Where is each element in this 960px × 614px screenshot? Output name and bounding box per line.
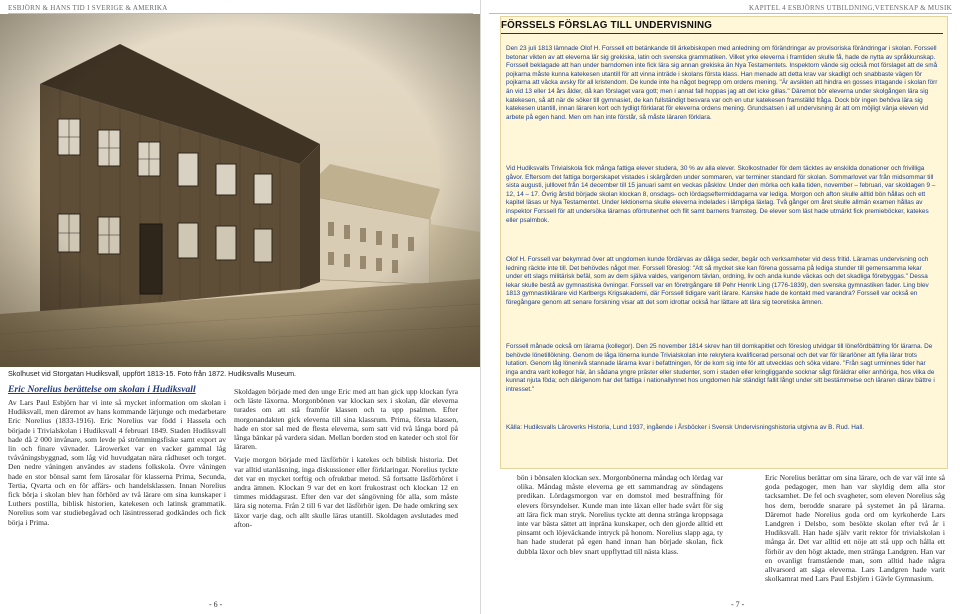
right-column-1 xyxy=(517,473,723,560)
page-number-left: - 6 - xyxy=(209,600,223,609)
right-column-2 xyxy=(765,473,945,587)
photo-illustration xyxy=(0,14,480,367)
left-col1-para: Av Lars Paul Esbjörn har vi inte så mycket information om skolan i Hudiksvall, men däremot av hans kommande lärjunge och medarbetare Eric Norelius (1833-1916). Eric Norelius var född i Hassela och började i Trivialskolan i Hudiksvall 4 februari 1849. Staden Hudiksvall hade då 2 000 invånare, som levde på strömmingsfiske samt export av lin och finare vävnader. Lärowerket var en vacker gammal låg tvåvåningsbyggnad, som låg vid huvudgatan nära rådhuset och torget. Den nedre våningen användes av stadens folkskola. Övre våningen hade en stor bönsal samt fem lärosalar för klasserna Prima, Secunda, Tertia, Qvarta och en för affärs- och handelsklassen. Innan Norelius fick börja i skolan blev han förhörd av två lärare om sina kunskaper i Luthers postilla, biblisk historien, katekesen och latinsk grammatik. Norelius som var studiebegåvad och läsintresserad godkändes och fick börja i Prima. xyxy=(8,398,226,527)
box-paragraph-3 xyxy=(506,256,938,314)
photo-caption: Skolhuset vid Storgatan Hudiksvall, uppfört 1813-15. Foto från 1872. Hudiksvalls Museum. xyxy=(8,369,297,378)
running-head-rule xyxy=(489,13,952,14)
box-source xyxy=(506,424,938,439)
left-col2-para-2: Varje morgon började med läxförhör i katekes och biblisk historia. Det var alltid utanläsning, inga diskussioner eller förklaringar. Norelius tyckte det var en mycket torftig och ofruktbar metod. Så fortsatte läsförhöret i andra ämnen. Klockan 9 var det en kort frukostrast och klockan 12 en timmes middagsrast. Efter den var det sångövning för alla, som måste lära sig noterna. Från 2 till 6 var det läsförhör igen. De hade omkring sex läxor varje dag, och allt skulle läras utantill. Skoldagen avslutades med afton- xyxy=(234,455,458,529)
left-column-1 xyxy=(8,398,226,531)
right-col2-para: Eric Norelius berättar om sina lärare, och de var väl inte så goda pedagoger, men han var skyldig dem alla stor tacksamhet. De fel och svagheter, som eleven Norelius såg hos dem, berodde snarare på systemet än på lärarna. Däremot hade Norelius goda ord om kyrkoherde Lars Landgren i Delsbo, som besökte skolan efter två år i Hudiksvall. Han hade själv varit rektor för trivialskolan i många år. Det var alltid ett nöje att stå upp och hålla ett förhör av den högt aktade, men stränga Landgren. Han var en ovanligt framstående man, som alltid hade några allvarsord att säga eleverna. Lars Landgren hade varit skolkamrat med Lars Paul Esbjörn i Gävle Gymnasium. xyxy=(765,473,945,584)
box-source-text: Källa: Hudiksvalls Läroverks Historia, Lund 1937, ingående i Årsböcker i Svensk Undervisningshistoria utgivna av B. Rud. Hall. xyxy=(506,424,865,431)
box-para-1-text: Den 23 juli 1813 lämnade Olof H. Forssell ett betänkande till ärkebiskopen med anledning om förändringar av provisoriska förändringar i skolan. Forssell betonar vikten av att eleverna lär sig grekiska, latin och svenska grammatiken. Vilket yrke eleverna i framtiden skulle få, hade de nytta av språkkunskap. Forssell beklagade att han under barndomen inte fick lära sig annan grekiska än Nya Testamentets. Inspektorn vände sig också mot förslaget att de små pojkarna måste kunna katekesen utantill för att vinna inträde i skolans första klass. Han menade att detta krav var skadligt och snabbaste vägen för pojkarna att väcka avsky för all kristendom. De kunde inte ha något begrepp om ordens mening. "Är avsikten att hindra en gosses intagande i skolan förr än vid 13 eller 14 års ålder, då kan förslaget vara gott; men i annat fall hoppas jag att det icke gillas." Däremot bör eleverna under skolgången lära sig katekesen, så att när de söker till gymnasiet, de kan fullständigt besvara var och en utur katekesen framställd fråga. Dock bör ingen behöva lära sig katekesen utantill, innan läraren kort och tydligt förklarat för eleverna ordens mening. Grundsatsen i all undervisning är att om möjligt vänja eleven vid arbete på egen hand. Men om han inte förstår, så måste läraren förklara. xyxy=(506,45,938,121)
box-para-4-text: Forssell månade också om lärarna (kollegor). Den 25 november 1814 skrev han till domkapitlet och föreslog utvidgar till lönefördbättring för lärarna. De behövde lönetillökning. Genom de låga lönerna kunde Trivialskolan inte rekrytera kvalificerad personal och det var för lärarlöner att fylla lärar trots lutation. Genom låg lönenivå stannade lärarna kvar i befattningen, för de kom sig inte för att utvecklas och söka vidare. "Från sagt urminnes tider har inga andra varit kollegor här, än sådana yngre präster eller studenter, som i staden eller kringliggande socknar sågt föräldrar eller anhöriga, hos vilka de kunnat njuta föda; och därigenom har det fattiga i nationallynnet hos ungdomen här ständigt fallit långt under sitt bestämmelse och läraren därav bättre i intresset." xyxy=(506,343,935,393)
box-title: FÖRSSELS FÖRSLAG TILL UNDERVISNING xyxy=(501,20,947,34)
running-head-right: KAPITEL 4 ESBJÖRNS UTBILDNING,VETENSKAP & MUSIK xyxy=(749,4,952,12)
box-para-3-text: Olof H. Forssell var bekymrad över att ungdomen kunde fördärvas av dåliga seder, begär och verksamheter vid dess fritid. Lärarnas undervisning och ledning räckte inte till. Det behövdes något mer. Forssell föreslog: "Att så mycket ske kan förena gossarna på lediga stunder till gemensamma lekar under ett slags militärisk befäl, som av dem själva valdes, varigenom tävlan, ordning, liv och anda kunde väckas och det skadliga förebyggas." Dessa lekar skulle bestå av gymnastiska övningar. Forssell var en företrgångare till Pehr Henrik Ling (1776-1839), den svenska gymnastiken fader. Ling blev 1813 gymnastiklärare vid Karlbergs Krigsakademi, där Forssell tidigare varit lärare. Kanske hade de kontakt med varandra? Forssell var också en föregångare genom att senare forskning visar att det som idrottar också har lättare att lära sig teoretiska ämnen. xyxy=(506,256,929,306)
box-paragraph-4 xyxy=(506,343,938,401)
box-paragraph-1 xyxy=(506,45,938,128)
box-para-2-text: Vid Hudiksvalls Trivialskola fick många fattiga elever studera, 30 % av alla elever. Skolkostnader för dem täcktes av enskilda donationer och frivilliga gåvor. Eftersom det fattiga borgerskapet vistades i skärgården under sommaren, var terminer standard för skolan. Sommarlovet var från midsommar till sista augusti, julllovet från 14 december till 15 januari samt en veckas påsklov. Under den mörka och kalla tiden, november – februari, var skoldagen 9 – 12, 14 – 17. Övrig årstid började skolan klockan 8, onsdags- och lördagseftermiddagarna var lediga. Morgon och afton skulle alltid bön hållas och ett kapitel läsas ur Nya Testamentet. Under lektionerna skulle eleverna indelades i lämpliga läxlag. Två gånger om året skulle allmän examen hållas av inspektor Forssell för att undersöka lärarnas oförtrutenhet och flit samt barnens framsteg. De elever som läst hade utmärkt fick premieböcker, katekes eller psalmbok. xyxy=(506,165,936,224)
right-page xyxy=(481,0,960,614)
right-col1-para: bön i bönsalen klockan sex. Morgonbönerna måndag och lördag var olika. Måndag måste eleverna ge ett sammandrag av söndagens predikan. Lördagsmorgon var en domstol med bestraffning för elevers försyndelser. Kunde man inte läxan eller hade svårt för sig att lära fick man stryk. Norelius tyckte att denna stränga kroppsaga inte var bästa sättet att inpräna kunskaper, och den gjorde alltid ett pinsamt och löjeväckande intryck på honom. Norelius slapp aga, ty han hade studerat på egen hand innan han började skolan, fick dubbla läxor och blev snart uppflyttad till nästa klass. xyxy=(517,473,723,556)
left-col2-para-1: Skoldagen började med den unge Eric med att han gick upp klockan fyra och läste läxorna. Morgonbönen var klockan sex i skolan, där eleverna turades om att stå framför klassen och ta upp psalmen. Efter morgonandakten gick eleverna till sina klassrum. Prima, första klassen, hade en stor sal med de flesta eleverna, som satt vid två långa bord på långa bänkar på vardera sidan. Mellan borden stod en kateder och stol för läraren. xyxy=(234,387,458,452)
left-column-2 xyxy=(234,387,458,533)
running-head-left: ESBJÖRN & HANS TID I SVERIGE & AMERIKA xyxy=(8,4,168,12)
box-paragraph-2 xyxy=(506,165,938,231)
page-number-right: - 7 - xyxy=(731,600,745,609)
schoolhouse-photo xyxy=(0,14,480,367)
story-title: Eric Norelius berättelse om skolan i Hudiksvall xyxy=(8,384,196,395)
